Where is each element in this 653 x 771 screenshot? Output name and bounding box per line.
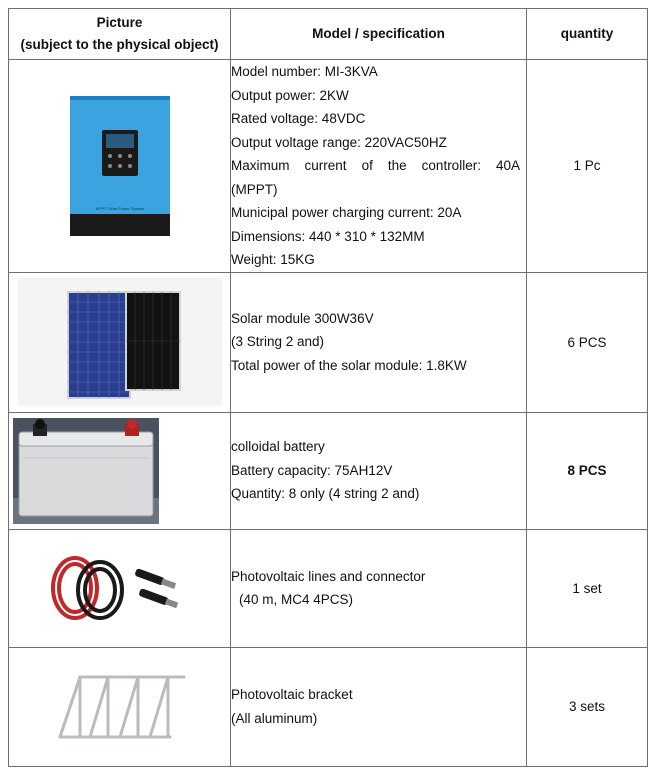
- header-picture: [9, 9, 231, 60]
- spec-line: (40 m, MC4 4PCS): [239, 592, 354, 607]
- spec-line: Photovoltaic lines and connector: [231, 568, 426, 584]
- spec-line: Model number: MI-3KVA: [231, 64, 378, 79]
- inverter-brand-text: MPPT Solar Power System: [95, 205, 144, 211]
- spec-line: Maximum current of the controller: 40A: [231, 158, 520, 173]
- spec-cell: [231, 529, 527, 647]
- spec-line: Total power of the solar module: 1.8KW: [231, 357, 467, 373]
- spec-line: (All aluminum): [231, 710, 318, 726]
- header-picture-title: Picture: [96, 15, 143, 30]
- inverter-image: [70, 96, 170, 236]
- table-row: [9, 272, 648, 412]
- quantity-cell: 1 Pc: [527, 60, 648, 273]
- table-row: [9, 529, 648, 647]
- spec-line: (MPPT): [231, 181, 278, 197]
- spec-line: Photovoltaic bracket: [231, 687, 353, 702]
- spec-cell: [231, 60, 527, 273]
- spec-line: Dimensions: 440 * 310 * 132MM: [231, 228, 425, 244]
- header-row: [9, 9, 648, 60]
- picture-cell: [9, 529, 231, 647]
- bracket-image: [50, 667, 190, 747]
- spec-line: (3 String 2 and): [231, 334, 325, 350]
- picture-cell: [9, 412, 231, 529]
- quantity-cell: 8 PCS: [527, 412, 648, 529]
- picture-cell: [9, 272, 231, 412]
- table-row: [9, 60, 648, 273]
- spec-line: Rated voltage: 48VDC: [231, 111, 366, 126]
- picture-cell: [9, 647, 231, 766]
- spec-line: Output voltage range: 220VAC50HZ: [231, 134, 447, 150]
- spec-line: Output power: 2KW: [231, 87, 349, 103]
- spec-line: Solar module 300W36V: [231, 310, 374, 326]
- quantity-cell: 1 set: [527, 529, 648, 647]
- header-quantity: quantity: [527, 9, 648, 60]
- header-picture-note: (subject to the physical object): [20, 37, 219, 52]
- picture-cell: [9, 60, 231, 273]
- solar-panels-image: [18, 278, 222, 406]
- header-model: Model / specification: [231, 9, 527, 60]
- table-row: [9, 647, 648, 766]
- cables-connectors-image: [45, 548, 195, 628]
- table-row: [9, 412, 648, 529]
- spec-cell: [231, 272, 527, 412]
- spec-cell: [231, 647, 527, 766]
- spec-line: Weight: 15KG: [231, 252, 315, 267]
- spec-table: [8, 8, 648, 767]
- spec-line: Municipal power charging current: 20A: [231, 205, 462, 220]
- spec-line: Battery capacity: 75AH12V: [231, 462, 393, 478]
- quantity-cell: 3 sets: [527, 647, 648, 766]
- battery-image: [13, 418, 159, 524]
- quantity-cell: 6 PCS: [527, 272, 648, 412]
- spec-line: colloidal battery: [231, 439, 325, 455]
- spec-cell: [231, 412, 527, 529]
- spec-line: Quantity: 8 only (4 string 2 and): [231, 486, 420, 502]
